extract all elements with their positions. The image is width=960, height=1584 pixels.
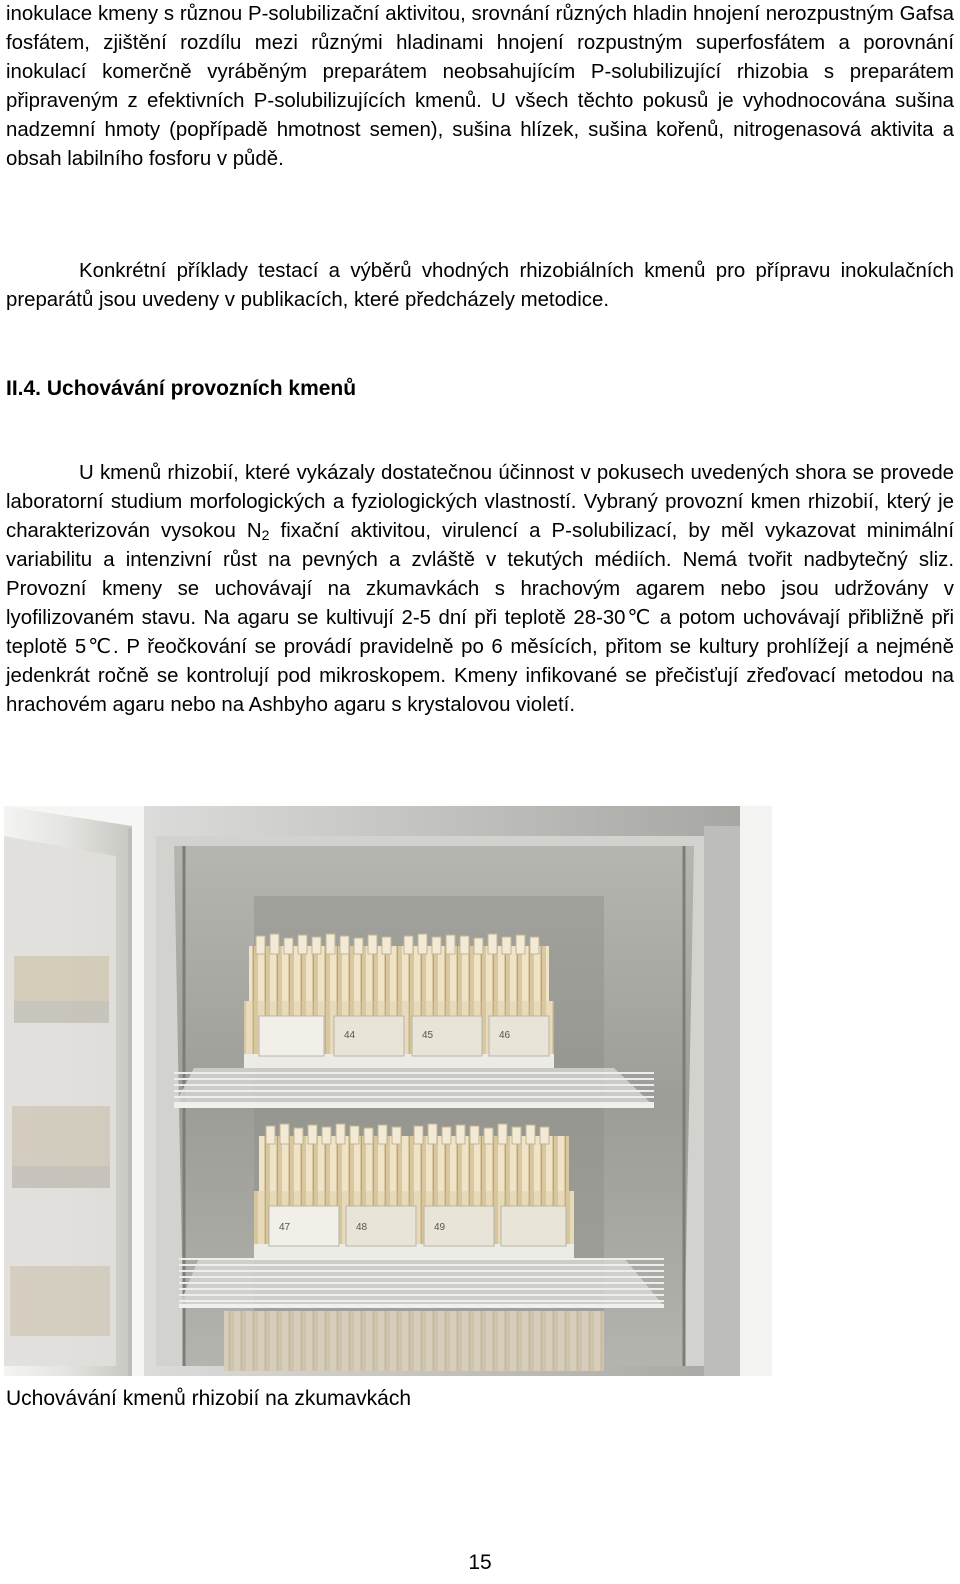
paragraph-text-part1: U kmenů rhizobií, které vykázaly dostatečnou účinnost v pokusech uvedených shora se provede laboratorní studium morfologických a fyziologických vlastností. Vybraný provozní kmen rhizobií, který je charakterizován vysokou N: [6, 462, 954, 542]
rack-label-46: 46: [499, 1030, 511, 1041]
left-glass-door: [4, 806, 132, 1376]
upper-tube-rack: [244, 934, 554, 1068]
rack-label-47: 47: [279, 1222, 291, 1233]
rack-label-44: 44: [344, 1030, 356, 1041]
section-heading: II.4. Uchovávání provozních kmenů: [6, 377, 357, 400]
figure-caption: Uchovávání kmenů rhizobií na zkumavkách: [6, 1387, 412, 1410]
rack-label-48: 48: [356, 1222, 368, 1233]
rack-label-45: 45: [422, 1030, 434, 1041]
rack-label-49: 49: [434, 1222, 446, 1233]
paragraph-examples: Konkrétní příklady testací a výběrů vhodných rhizobiálních kmenů pro přípravu inokulačních preparátů jsou uvedeny v publikacích, které předcházely metodice.: [6, 260, 954, 311]
right-frame: [704, 826, 740, 1376]
lower-wire-shelf: [179, 1258, 664, 1306]
figure-photo: [4, 806, 772, 1376]
bottom-tubes: [224, 1311, 604, 1371]
fridge-illustration: [4, 806, 772, 1376]
page-number: 15: [468, 1551, 492, 1574]
upper-wire-shelf: [174, 1068, 654, 1106]
subscript-2: 2: [261, 527, 270, 543]
paragraph-text-part2: fixační aktivitou, virulencí a P-solubilizací, by měl vykazovat minimální variabilitu a intenzivní růst na pevných a zvláště v tekutých médiích. Nemá tvořit nadbytečný sliz. Provozní kmeny se uchovávají na zkumavkách s hrachovým agarem nebo jsou udržovány v lyofilizovaném stavu. Na agaru se kultivují 2-5 dní při teplotě 28-30℃ a potom uchovávají přibližně při teplotě 5℃. P řeočkování se provádí pravidelně po 6 měsících, přitom se kultury prohlížejí a nejméně jedenkrát ročně se kontrolují pod mikroskopem. Kmeny infikované se přečisťují zřeďovací metodou na hrachovém agaru nebo na Ashbyho agaru s krystalovou violetí.: [6, 520, 954, 716]
paragraph-strain-storage: [6, 459, 954, 720]
paragraph-inoculation-trials: inokulace kmeny s různou P-solubilizační aktivitou, srovnání různých hladin hnojení nerozpustným Gafsa fosfátem, zjištění rozdílu mezi různými hladinami hnojení rozpustným superfosfátem a porovnání inokulací komerčně vyráběným preparátem neobsahujícím P-solubilizující rhizobia s preparátem připraveným z efektivních P-solubilizujících kmenů. U všech těchto pokusů je vyhodnocována sušina nadzemní hmoty (popřípadě hmotnost semen), sušina hlízek, sušina kořenů, nitrogenasová aktivita a obsah labilního fosforu v půdě.: [6, 3, 954, 170]
middle-tube-rack: [254, 1124, 574, 1258]
